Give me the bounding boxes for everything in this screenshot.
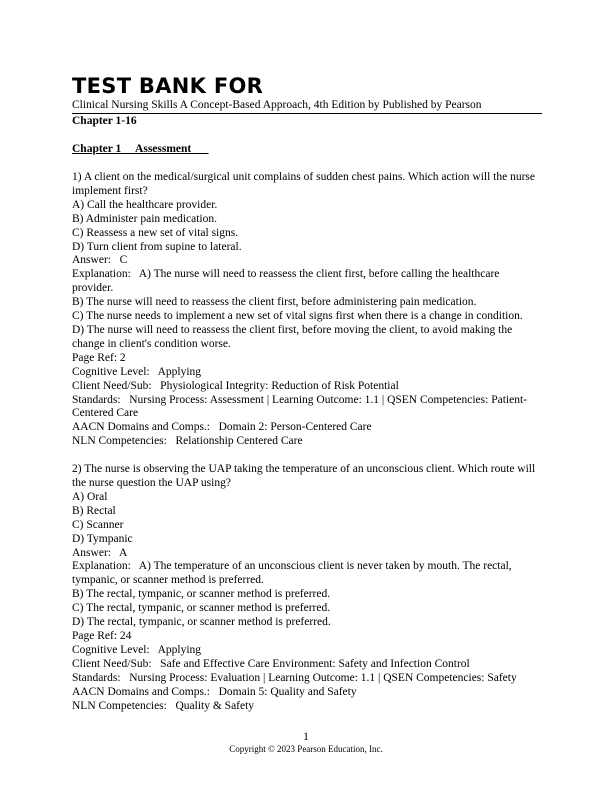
answer-value: C [119, 254, 128, 267]
explanation-line [72, 268, 542, 296]
cognitive-level-value: Applying [157, 643, 202, 656]
client-need-label: Client Need/Sub: [72, 657, 161, 670]
client-need-value: Physiological Integrity: Reduction of Risk Potential [160, 379, 399, 392]
explanation-text: C) The rectal, tympanic, or scanner method is preferred. [72, 602, 331, 615]
answer-option: A) Oral [72, 490, 108, 503]
answer-option: D) Tympanic [72, 532, 133, 545]
page-ref: Page Ref: 2 [72, 351, 126, 364]
explanation-text: A) The nurse will need to reassess the client first, before calling the healthcare provider. [72, 268, 500, 295]
cognitive-level-line [72, 366, 542, 380]
question-stem: 1) A client on the medical/surgical unit complains of sudden chest pains. Which action will the nurse implement first? [72, 171, 535, 197]
page-content [72, 74, 542, 713]
explanation-text: B) The rectal, tympanic, or scanner method is preferred. [72, 588, 331, 601]
answer-option: B) Administer pain medication. [72, 212, 218, 225]
cognitive-level-line [72, 644, 542, 658]
explanation-text: D) The rectal, tympanic, or scanner method is preferred. [72, 616, 331, 629]
book-subtitle: Clinical Nursing Skills A Concept-Based Approach, 4th Edition by Published by Pearson [72, 99, 482, 111]
question-stem: 2) The nurse is observing the UAP taking the temperature of an unconscious client. Which route will the nurse question the UAP using? [72, 463, 536, 490]
nln-line [72, 700, 542, 714]
client-need-line [72, 658, 542, 672]
answer-option: B) Rectal [72, 504, 116, 517]
client-need-value: Safe and Effective Care Environment: Safety and Infection Control [160, 657, 470, 670]
question-block [72, 463, 542, 713]
aacn-label: AACN Domains and Comps.: [72, 685, 219, 698]
answer-value: A [118, 546, 128, 559]
nln-value: Relationship Centered Care [175, 435, 303, 448]
client-need-label: Client Need/Sub: [72, 379, 161, 392]
answer-line [72, 254, 542, 268]
copyright-notice: Copyright © 2023 Pearson Education, Inc. [229, 744, 383, 754]
answer-option: C) Reassess a new set of vital signs. [72, 226, 239, 239]
answer-label: Answer: [72, 254, 120, 267]
test-bank-title: TEST BANK FOR [72, 74, 264, 98]
nln-value: Quality & Safety [175, 699, 255, 712]
chapter-range: Chapter 1-16 [72, 115, 137, 127]
answer-option: A) Call the healthcare provider. [72, 198, 218, 211]
chapter-heading: Chapter 1 Assessment [72, 143, 209, 155]
question-block [72, 171, 542, 449]
standards-value: Nursing Process: Evaluation | Learning Outcome: 1.1 | QSEN Competencies: Safety [129, 671, 517, 684]
standards-label: Standards: [72, 393, 130, 406]
client-need-line [72, 380, 542, 394]
explanation-text: A) The temperature of an unconscious client is never taken by mouth. The rectal, tympanic, or scanner method is preferred. [72, 560, 512, 587]
explanation-text: D) The nurse will need to reassess the client first, before moving the client, to avoid making the change in client's condition worse. [72, 323, 513, 350]
cognitive-level-label: Cognitive Level: [72, 365, 158, 378]
aacn-value: Domain 2: Person-Centered Care [218, 421, 372, 434]
nln-line [72, 435, 542, 449]
answer-option: C) Scanner [72, 518, 124, 531]
nln-label: NLN Competencies: [72, 435, 176, 448]
page-number: 1 [303, 731, 309, 743]
aacn-label: AACN Domains and Comps.: [72, 421, 219, 434]
answer-line [72, 547, 542, 561]
aacn-line [72, 686, 542, 700]
standards-label: Standards: [72, 671, 130, 684]
explanation-label: Explanation: [72, 560, 139, 573]
explanation-text: C) The nurse needs to implement a new set of vital signs first when there is a change in condition. [72, 310, 523, 323]
answer-label: Answer: [72, 546, 119, 559]
standards-line [72, 394, 542, 422]
explanation-line [72, 560, 542, 588]
cognitive-level-label: Cognitive Level: [72, 643, 158, 656]
page-ref: Page Ref: 24 [72, 630, 132, 642]
aacn-value: Domain 5: Quality and Safety [218, 685, 357, 698]
aacn-line [72, 421, 542, 435]
nln-label: NLN Competencies: [72, 699, 176, 712]
standards-line [72, 672, 542, 686]
answer-option: D) Turn client from supine to lateral. [72, 240, 242, 253]
standards-value: Nursing Process: Assessment | Learning Outcome: 1.1 | QSEN Competencies: Patient-Centered Care [72, 393, 527, 420]
explanation-label: Explanation: [72, 268, 139, 281]
explanation-text: B) The nurse will need to reassess the client first, before administering pain medication. [72, 296, 477, 309]
cognitive-level-value: Applying [157, 365, 202, 378]
